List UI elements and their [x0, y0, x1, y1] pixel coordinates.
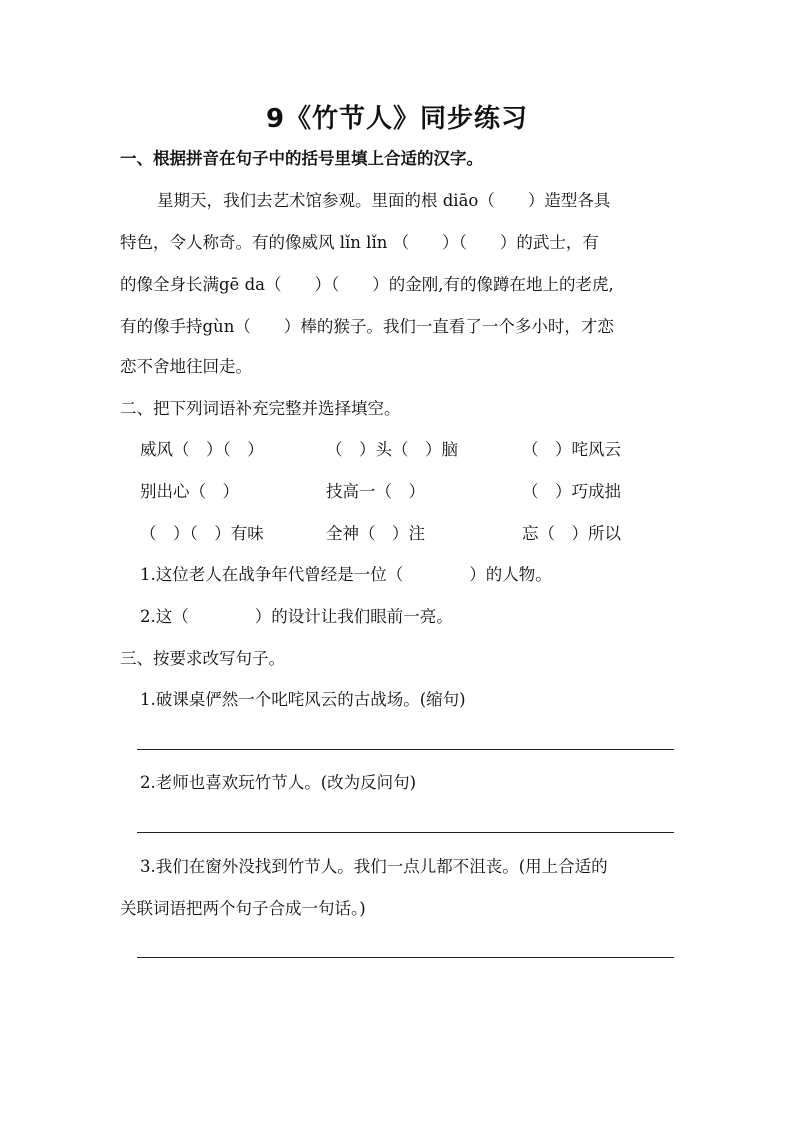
section1-line: 恋不舍地往回走。: [120, 357, 252, 376]
section1-heading: 一、根据拼音在句子中的括号里填上合适的汉字。: [120, 149, 483, 168]
idiom-fill-item: （ ）巧成拙: [522, 482, 621, 501]
section1-line: 星期天，我们去艺术馆参观。里面的根 diāo（ ）造型各具: [157, 191, 611, 210]
idiom-fill-item: （ ）（ ）有味: [140, 524, 264, 543]
idiom-fill-item: 全神（ ）注: [326, 524, 425, 543]
idiom-fill-item: 威风（ ）（ ）: [140, 440, 264, 459]
idiom-fill-item: （ ）头（ ）脑: [326, 440, 458, 459]
section3-question-1: 1.破课桌俨然一个叱咤风云的古战场。(缩句): [140, 690, 466, 709]
idiom-fill-item: 忘（ ）所以: [522, 524, 621, 543]
answer-line[interactable]: [137, 749, 674, 750]
section3-question-3-cont: 关联词语把两个句子合成一句话。): [120, 899, 366, 918]
idiom-fill-item: 技高一（ ）: [326, 482, 425, 501]
section1-line: 的像全身长满gē da（ ）（ ）的金刚,有的像蹲在地上的老虎,: [120, 275, 614, 294]
answer-line[interactable]: [137, 832, 674, 833]
idiom-fill-item: 别出心（ ）: [140, 482, 239, 501]
section3-heading: 三、按要求改写句子。: [120, 649, 285, 668]
page-title: 9《竹节人》同步练习: [265, 104, 529, 134]
section2-question-2: 2.这（ ）的设计让我们眼前一亮。: [140, 607, 453, 626]
idiom-fill-item: （ ）咤风云: [522, 440, 621, 459]
section3-question-2: 2.老师也喜欢玩竹节人。(改为反问句): [140, 773, 417, 792]
section1-line: 特色，令人称奇。有的像威风 lǐn lǐn （ ）（ ）的武士，有: [120, 233, 599, 252]
section3-question-3: 3.我们在窗外没找到竹节人。我们一点儿都不沮丧。(用上合适的: [140, 857, 608, 876]
section2-heading: 二、把下列词语补充完整并选择填空。: [120, 399, 401, 418]
section2-question-1: 1.这位老人在战争年代曾经是一位（ ）的人物。: [140, 565, 552, 584]
answer-line[interactable]: [137, 957, 674, 958]
section1-line: 有的像手持gùn（ ）棒的猴子。我们一直看了一个多小时，才恋: [120, 317, 614, 336]
